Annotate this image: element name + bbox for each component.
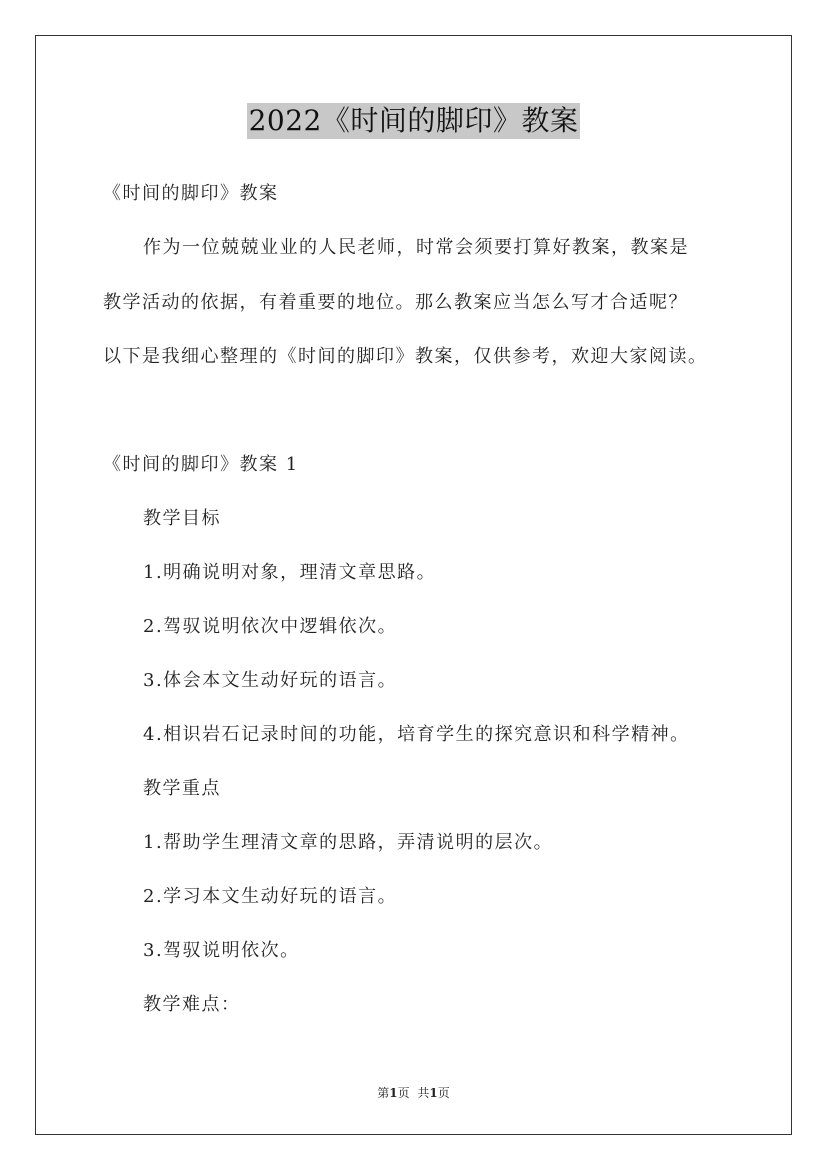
section-heading: 《时间的脚印》教案 1 [103, 454, 299, 475]
difficulties-heading: 教学难点： [143, 994, 241, 1015]
intro-line-1: 作为一位兢兢业业的人民老师，时常会须要打算好教案，教案是 [143, 237, 689, 258]
total-suffix: 页 [437, 1086, 450, 1100]
page-number: 1 [389, 1086, 398, 1100]
title-container [0, 103, 827, 139]
key-point-item-3: 3.驾驭说明依次。 [143, 940, 300, 961]
total-prefix: 共 [417, 1086, 430, 1100]
goal-item-1: 1.明确说明对象，理清文章思路。 [143, 562, 437, 583]
goal-item-4: 4.相识岩石记录时间的功能，培育学生的探究意识和科学精神。 [143, 724, 690, 745]
page-footer [0, 1085, 827, 1101]
key-points-heading: 教学重点 [143, 778, 221, 799]
goals-heading: 教学目标 [143, 508, 221, 529]
intro-line-2: 教学活动的依据，有着重要的地位。那么教案应当怎么写才合适呢？ [103, 292, 688, 313]
goal-item-3: 3.体会本文生动好玩的语言。 [143, 670, 398, 691]
page-suffix: 页 [397, 1086, 410, 1100]
goal-item-2: 2.驾驭说明依次中逻辑依次。 [143, 616, 398, 637]
key-point-item-1: 1.帮助学生理清文章的思路，弄清说明的层次。 [143, 832, 554, 853]
intro-line-3: 以下是我细心整理的《时间的脚印》教案，仅供参考，欢迎大家阅读。 [103, 346, 708, 367]
document-title: 2022《时间的脚印》教案 [248, 104, 579, 137]
total-pages: 1 [429, 1086, 438, 1100]
subtitle: 《时间的脚印》教案 [103, 183, 279, 204]
page-prefix: 第 [377, 1086, 390, 1100]
key-point-item-2: 2.学习本文生动好玩的语言。 [143, 886, 398, 907]
